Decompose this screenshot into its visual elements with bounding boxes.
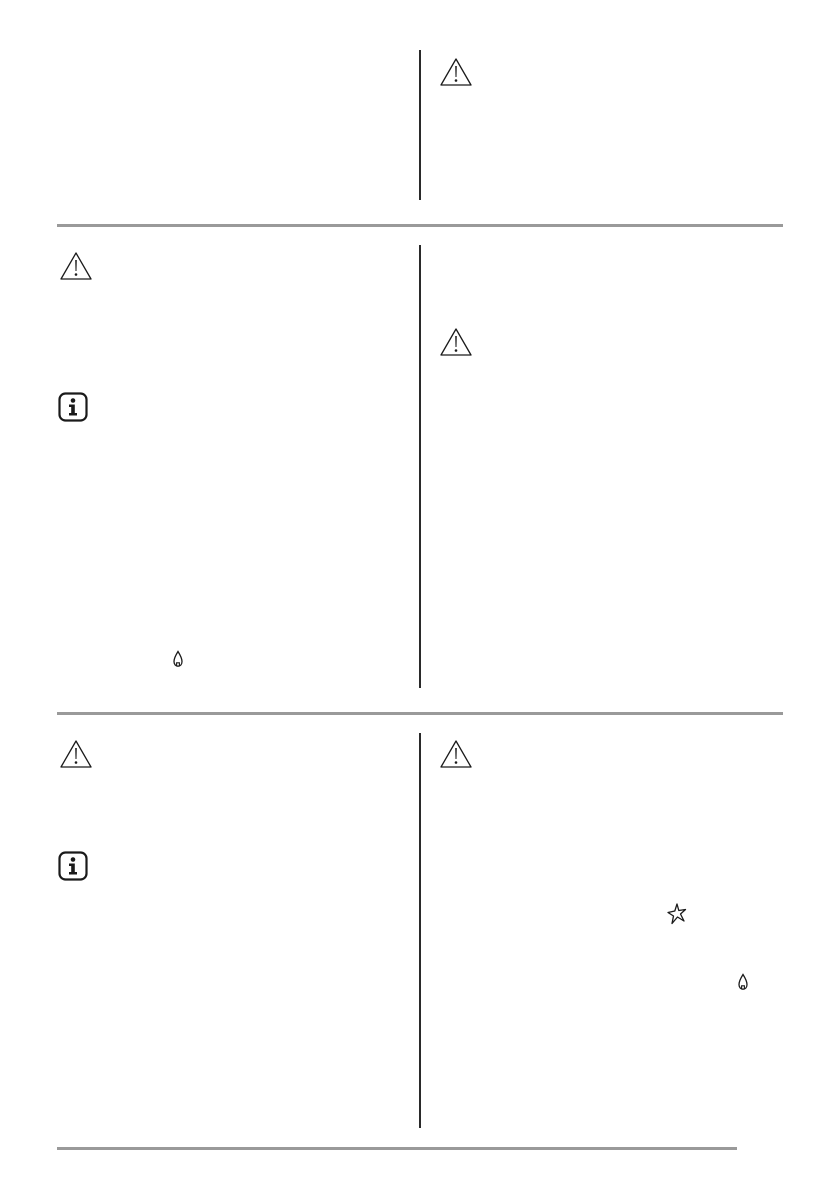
warning-triangle-icon: [439, 739, 473, 769]
flame-icon: [737, 973, 749, 991]
section-rule-2: [57, 712, 783, 715]
footer-rule: [57, 1147, 737, 1150]
column-divider-top: [419, 50, 421, 200]
warning-triangle-icon: [439, 327, 473, 357]
column-divider-bottom: [419, 733, 421, 1128]
flame-icon: [172, 650, 184, 668]
warning-triangle-icon: [59, 251, 93, 281]
warning-triangle-icon: [59, 739, 93, 769]
sparkle-icon: [667, 903, 687, 925]
info-icon: [58, 392, 88, 422]
section-rule-1: [57, 224, 783, 227]
column-divider-middle: [419, 245, 421, 688]
info-icon: [58, 851, 88, 881]
warning-triangle-icon: [439, 57, 473, 87]
